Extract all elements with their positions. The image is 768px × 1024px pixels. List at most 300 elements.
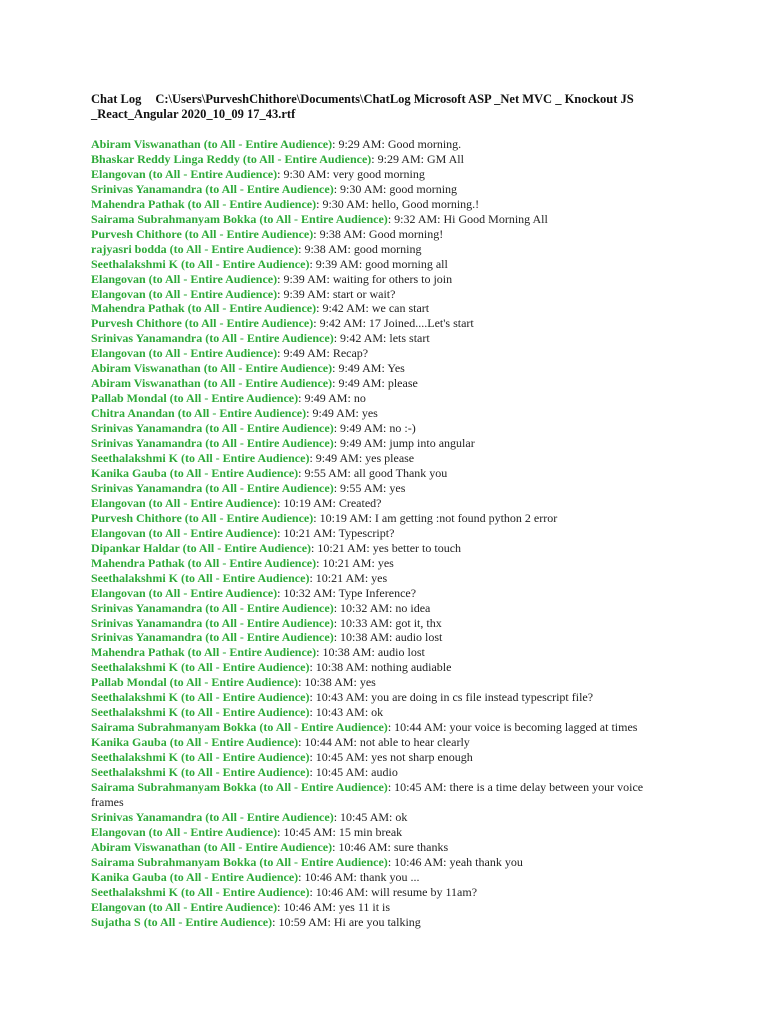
- chat-message: [91, 735, 676, 750]
- sender-separator: :: [306, 406, 313, 421]
- message-time: 9:30 AM: [340, 181, 384, 196]
- sender-separator: :: [309, 690, 316, 705]
- chat-message: [91, 376, 676, 391]
- time-separator: :: [332, 824, 339, 839]
- chat-message: [91, 586, 676, 601]
- sender-separator: :: [316, 196, 323, 211]
- chat-message: [91, 690, 676, 705]
- time-separator: :: [364, 570, 372, 585]
- message-text: will resume by 11am?: [371, 884, 478, 899]
- time-separator: :: [353, 869, 360, 884]
- message-text: hello, Good morning.!: [371, 196, 480, 211]
- time-separator: :: [383, 331, 390, 346]
- time-separator: :: [364, 884, 372, 899]
- message-time: 9:49 AM: [312, 406, 356, 421]
- sender-separator: :: [277, 585, 284, 600]
- message-text: yes: [377, 555, 394, 570]
- time-separator: :: [443, 779, 450, 794]
- message-sender: Sairama Subrahmanyam Bokka (to All - Entire Audience): [91, 211, 388, 226]
- message-time: 10:32 AM: [340, 600, 390, 615]
- message-text: lets start: [389, 331, 430, 346]
- message-sender: Elangovan (to All - Entire Audience): [91, 824, 278, 839]
- time-separator: :: [326, 166, 333, 181]
- message-text: nothing audiable: [371, 660, 452, 675]
- time-separator: :: [437, 211, 444, 226]
- message-sender: Elangovan (to All - Entire Audience): [91, 525, 278, 540]
- message-sender: Bhaskar Reddy Linga Reddy (to All - Entire Audience): [91, 151, 372, 166]
- sender-separator: :: [277, 166, 284, 181]
- sender-separator: :: [316, 301, 323, 316]
- message-time: 10:45 AM: [394, 779, 444, 794]
- message-sender: Abiram Viswanathan (to All - Entire Audience): [91, 376, 333, 391]
- chat-message: [91, 137, 676, 152]
- message-time: 9:29 AM: [338, 137, 382, 151]
- message-time: 10:45 AM: [340, 809, 390, 824]
- message-sender: Seethalakshmi K (to All - Entire Audience): [91, 884, 310, 899]
- chat-message: [91, 496, 676, 511]
- message-time: 9:32 AM: [394, 211, 438, 226]
- message-sender: Pallab Mondal (to All - Entire Audience): [91, 675, 299, 690]
- message-text: audio lost: [377, 645, 425, 660]
- message-time: 10:46 AM: [338, 839, 388, 854]
- message-time: 9:42 AM: [322, 301, 366, 316]
- message-sender: Seethalakshmi K (to All - Entire Audience): [91, 765, 310, 780]
- time-separator: :: [371, 645, 378, 660]
- time-separator: :: [358, 451, 366, 466]
- sender-separator: :: [309, 750, 316, 765]
- message-time: 9:49 AM: [283, 346, 327, 361]
- message-text: Created?: [338, 495, 382, 510]
- message-text: good morning: [353, 241, 422, 256]
- chat-message: [91, 421, 676, 436]
- chat-message: [91, 855, 676, 870]
- chat-message: [91, 287, 676, 302]
- time-separator: :: [347, 391, 354, 406]
- message-sender: Pallab Mondal (to All - Entire Audience): [91, 391, 299, 406]
- message-sender: Elangovan (to All - Entire Audience): [91, 585, 278, 600]
- chat-message: [91, 257, 676, 272]
- chat-message: [91, 451, 676, 466]
- chat-message: [91, 571, 676, 586]
- message-text: we can start: [371, 301, 430, 316]
- message-sender: Elangovan (to All - Entire Audience): [91, 346, 278, 361]
- sender-separator: :: [387, 720, 395, 735]
- time-separator: :: [326, 286, 333, 301]
- sender-separator: :: [333, 600, 341, 615]
- time-separator: :: [332, 899, 339, 914]
- message-text: audio: [371, 765, 398, 780]
- message-text: got it, thx: [395, 615, 442, 630]
- chat-message: [91, 645, 676, 660]
- message-time: 9:42 AM: [319, 316, 363, 331]
- message-time: 10:46 AM: [283, 899, 333, 914]
- message-sender: Elangovan (to All - Entire Audience): [91, 899, 278, 914]
- chat-message: [91, 481, 676, 496]
- message-time: 10:21 AM: [322, 555, 372, 570]
- chat-message: [91, 242, 676, 257]
- message-sender: Kanika Gauba (to All - Entire Audience): [91, 869, 299, 884]
- time-separator: :: [364, 750, 372, 765]
- sender-separator: :: [333, 436, 341, 451]
- message-sender: Srinivas Yanamandra (to All - Entire Audience): [91, 630, 334, 645]
- message-time: 10:59 AM: [278, 914, 328, 929]
- message-text: Hi are you talking: [333, 914, 421, 929]
- message-text: not able to hear clearly: [359, 735, 470, 750]
- sender-separator: :: [387, 779, 395, 794]
- time-separator: :: [381, 376, 388, 391]
- title-path-line2: _React_Angular 2020_10_09 17_43.rtf: [91, 107, 296, 121]
- time-separator: :: [381, 137, 388, 151]
- message-text: yes better to touch: [372, 540, 462, 555]
- message-time: 9:39 AM: [315, 256, 359, 271]
- message-text: Hi Good Morning All: [443, 211, 548, 226]
- message-text: no :-): [389, 421, 416, 436]
- message-sender: Kanika Gauba (to All - Entire Audience): [91, 465, 299, 480]
- message-text: GM All: [426, 151, 464, 166]
- sender-separator: :: [309, 570, 316, 585]
- message-sender: Chitra Anandan (to All - Entire Audience): [91, 406, 307, 421]
- message-time: 10:38 AM: [304, 675, 354, 690]
- sender-separator: :: [277, 271, 284, 286]
- time-separator: :: [358, 256, 366, 271]
- sender-separator: :: [298, 391, 305, 406]
- time-separator: :: [389, 630, 396, 645]
- message-time: 9:49 AM: [340, 421, 384, 436]
- time-separator: :: [362, 226, 369, 241]
- chat-message: [91, 810, 676, 825]
- message-sender: Seethalakshmi K (to All - Entire Audience): [91, 690, 310, 705]
- sender-separator: :: [277, 495, 284, 510]
- time-separator: :: [383, 181, 390, 196]
- message-text: yes: [359, 675, 376, 690]
- chat-message: [91, 915, 676, 930]
- time-separator: :: [371, 555, 378, 570]
- sender-separator: :: [298, 241, 305, 256]
- sender-separator: :: [309, 705, 316, 720]
- message-text: start or wait?: [332, 286, 396, 301]
- chat-log-title: [91, 92, 651, 122]
- sender-separator: :: [316, 555, 323, 570]
- message-text: sure thanks: [393, 839, 449, 854]
- message-sender: rajyasri bodda (to All - Entire Audience): [91, 241, 299, 256]
- time-separator: :: [364, 705, 372, 720]
- chat-message: [91, 301, 676, 316]
- time-separator: :: [420, 151, 427, 166]
- time-separator: :: [383, 436, 390, 451]
- message-text: good morning all: [365, 256, 448, 271]
- message-sender: Elangovan (to All - Entire Audience): [91, 286, 278, 301]
- message-time: 9:49 AM: [315, 451, 359, 466]
- message-time: 9:39 AM: [283, 286, 327, 301]
- message-time: 10:43 AM: [315, 690, 365, 705]
- message-sender: Kanika Gauba (to All - Entire Audience): [91, 735, 299, 750]
- message-text: there is a time delay between your voice frames: [91, 779, 644, 809]
- message-time: 10:45 AM: [315, 765, 365, 780]
- message-sender: Seethalakshmi K (to All - Entire Audience): [91, 451, 310, 466]
- message-text: yes: [361, 406, 378, 421]
- sender-separator: :: [313, 316, 320, 331]
- time-separator: :: [326, 346, 333, 361]
- sender-separator: :: [272, 914, 279, 929]
- message-sender: Srinivas Yanamandra (to All - Entire Audience): [91, 436, 334, 451]
- message-time: 10:19 AM: [319, 510, 369, 525]
- chat-message: [91, 212, 676, 227]
- sender-separator: :: [333, 421, 341, 436]
- message-sender: Srinivas Yanamandra (to All - Entire Audience): [91, 480, 334, 495]
- message-sender: Elangovan (to All - Entire Audience): [91, 495, 278, 510]
- message-time: 9:55 AM: [304, 465, 348, 480]
- sender-separator: :: [311, 540, 318, 555]
- message-time: 9:30 AM: [322, 196, 366, 211]
- chat-message: [91, 167, 676, 182]
- chat-message: [91, 750, 676, 765]
- time-separator: :: [353, 735, 360, 750]
- time-separator: :: [353, 675, 360, 690]
- message-text: no idea: [395, 600, 431, 615]
- sender-separator: :: [277, 525, 284, 540]
- message-sender: Srinivas Yanamandra (to All - Entire Audience): [91, 615, 334, 630]
- sender-separator: :: [298, 869, 305, 884]
- message-text: yes: [371, 570, 388, 585]
- message-sender: Srinivas Yanamandra (to All - Entire Audience): [91, 809, 334, 824]
- sender-separator: :: [333, 615, 341, 630]
- message-time: 9:29 AM: [377, 151, 421, 166]
- time-separator: :: [332, 585, 339, 600]
- message-text: yes not sharp enough: [371, 750, 473, 765]
- message-time: 10:44 AM: [304, 735, 354, 750]
- sender-separator: :: [332, 137, 339, 151]
- message-time: 10:21 AM: [315, 570, 365, 585]
- message-time: 10:19 AM: [283, 495, 333, 510]
- sender-separator: :: [298, 675, 305, 690]
- sender-separator: :: [333, 181, 341, 196]
- message-sender: Seethalakshmi K (to All - Entire Audience): [91, 256, 310, 271]
- message-sender: Mahendra Pathak (to All - Entire Audience): [91, 645, 317, 660]
- message-sender: Srinivas Yanamandra (to All - Entire Audience): [91, 600, 334, 615]
- message-time: 9:42 AM: [340, 331, 384, 346]
- time-separator: :: [347, 465, 354, 480]
- message-time: 10:43 AM: [315, 705, 365, 720]
- sender-separator: :: [333, 480, 341, 495]
- message-text: good morning: [389, 181, 458, 196]
- message-sender: Seethalakshmi K (to All - Entire Audience): [91, 660, 310, 675]
- time-separator: :: [332, 495, 339, 510]
- time-separator: :: [443, 854, 450, 869]
- time-separator: :: [364, 660, 372, 675]
- sender-separator: :: [333, 331, 341, 346]
- chat-message: [91, 900, 676, 915]
- chat-message: [91, 361, 676, 376]
- chat-message: [91, 346, 676, 361]
- message-time: 9:49 AM: [304, 391, 348, 406]
- message-sender: Dipankar Haldar (to All - Entire Audience): [91, 540, 312, 555]
- message-text: 15 min break: [338, 824, 403, 839]
- message-sender: Purvesh Chithore (to All - Entire Audience): [91, 226, 314, 241]
- chat-message: [91, 885, 676, 900]
- time-separator: :: [368, 510, 375, 525]
- chat-message: [91, 391, 676, 406]
- chat-message: [91, 780, 676, 810]
- message-text: ok: [371, 705, 384, 720]
- message-time: 10:46 AM: [315, 884, 365, 899]
- chat-message: [91, 705, 676, 720]
- message-text: I am getting :not found python 2 error: [374, 510, 558, 525]
- time-separator: :: [389, 600, 396, 615]
- chat-message: [91, 616, 676, 631]
- message-time: 10:46 AM: [304, 869, 354, 884]
- time-separator: :: [355, 406, 362, 421]
- sender-separator: :: [298, 735, 305, 750]
- time-separator: :: [443, 720, 450, 735]
- title-label: Chat Log: [91, 92, 142, 106]
- chat-message: [91, 436, 676, 451]
- message-text: ok: [395, 809, 408, 824]
- chat-message: [91, 601, 676, 616]
- message-sender: Sairama Subrahmanyam Bokka (to All - Entire Audience): [91, 854, 388, 869]
- message-text: Yes: [387, 361, 405, 376]
- sender-separator: :: [371, 151, 378, 166]
- message-sender: Srinivas Yanamandra (to All - Entire Audience): [91, 331, 334, 346]
- message-text: yeah thank you: [449, 854, 523, 869]
- chat-message: [91, 630, 676, 645]
- message-time: 10:21 AM: [283, 525, 333, 540]
- sender-separator: :: [298, 465, 305, 480]
- message-sender: Elangovan (to All - Entire Audience): [91, 166, 278, 181]
- message-time: 10:45 AM: [283, 824, 333, 839]
- chat-message: [91, 556, 676, 571]
- sender-separator: :: [309, 765, 316, 780]
- message-time: 10:38 AM: [340, 630, 390, 645]
- chat-message: [91, 765, 676, 780]
- time-separator: :: [327, 914, 334, 929]
- message-sender: Purvesh Chithore (to All - Entire Audience): [91, 510, 314, 525]
- message-sender: Abiram Viswanathan (to All - Entire Audience): [91, 137, 333, 151]
- time-separator: :: [347, 241, 354, 256]
- time-separator: :: [387, 839, 394, 854]
- message-text: Good morning.: [387, 137, 462, 151]
- time-separator: :: [383, 480, 390, 495]
- message-text: Type Inference?: [338, 585, 417, 600]
- message-text: all good Thank you: [353, 465, 448, 480]
- message-sender: Mahendra Pathak (to All - Entire Audience): [91, 555, 317, 570]
- message-text: yes 11 it is: [338, 899, 391, 914]
- message-time: 10:38 AM: [315, 660, 365, 675]
- chat-message: [91, 316, 676, 331]
- time-separator: :: [383, 421, 390, 436]
- chat-message: [91, 675, 676, 690]
- chat-message: [91, 526, 676, 541]
- time-separator: :: [365, 196, 372, 211]
- message-time: 9:38 AM: [319, 226, 363, 241]
- time-separator: :: [326, 271, 333, 286]
- message-text: audio lost: [395, 630, 443, 645]
- message-text: waiting for others to join: [332, 271, 453, 286]
- message-time: 9:55 AM: [340, 480, 384, 495]
- message-text: Recap?: [332, 346, 369, 361]
- chat-message: [91, 272, 676, 287]
- message-time: 10:45 AM: [315, 750, 365, 765]
- message-time: 9:38 AM: [304, 241, 348, 256]
- chat-message: [91, 720, 676, 735]
- message-time: 10:32 AM: [283, 585, 333, 600]
- sender-separator: :: [309, 256, 316, 271]
- message-sender: Mahendra Pathak (to All - Entire Audience): [91, 196, 317, 211]
- chat-message: [91, 406, 676, 421]
- chat-message: [91, 660, 676, 675]
- message-sender: Abiram Viswanathan (to All - Entire Audience): [91, 839, 333, 854]
- sender-separator: :: [313, 510, 320, 525]
- time-separator: :: [381, 361, 388, 376]
- time-separator: :: [365, 301, 372, 316]
- time-separator: :: [364, 765, 372, 780]
- chat-message: [91, 511, 676, 526]
- message-text: no: [353, 391, 366, 406]
- message-sender: Srinivas Yanamandra (to All - Entire Audience): [91, 181, 334, 196]
- message-text: 17 Joined....Let's start: [368, 316, 474, 331]
- chat-log: [91, 137, 708, 930]
- chat-message: [91, 182, 676, 197]
- message-text: Good morning!: [368, 226, 444, 241]
- sender-separator: :: [309, 884, 316, 899]
- message-sender: Seethalakshmi K (to All - Entire Audience): [91, 570, 310, 585]
- message-sender: Seethalakshmi K (to All - Entire Audience): [91, 705, 310, 720]
- message-time: 9:49 AM: [340, 436, 384, 451]
- message-time: 10:38 AM: [322, 645, 372, 660]
- sender-separator: :: [332, 361, 339, 376]
- time-separator: :: [389, 809, 396, 824]
- chat-message: [91, 227, 676, 242]
- message-time: 9:30 AM: [283, 166, 327, 181]
- sender-separator: :: [277, 286, 284, 301]
- time-separator: :: [389, 615, 396, 630]
- message-sender: Elangovan (to All - Entire Audience): [91, 271, 278, 286]
- time-separator: :: [362, 316, 369, 331]
- message-text: Typescript?: [338, 525, 395, 540]
- message-time: 9:49 AM: [338, 376, 382, 391]
- time-separator: :: [364, 690, 372, 705]
- time-separator: :: [366, 540, 373, 555]
- message-text: jump into angular: [389, 436, 475, 451]
- sender-separator: :: [387, 211, 395, 226]
- message-sender: Seethalakshmi K (to All - Entire Audience): [91, 750, 310, 765]
- chat-message: [91, 840, 676, 855]
- sender-separator: :: [333, 630, 341, 645]
- message-time: 10:21 AM: [317, 540, 367, 555]
- sender-separator: :: [387, 854, 395, 869]
- sender-separator: :: [333, 809, 341, 824]
- message-time: 10:46 AM: [394, 854, 444, 869]
- message-text: very good morning: [332, 166, 425, 181]
- message-sender: Abiram Viswanathan (to All - Entire Audience): [91, 361, 333, 376]
- message-text: please: [387, 376, 418, 391]
- chat-message: [91, 152, 676, 167]
- message-text: yes: [389, 480, 406, 495]
- message-text: your voice is becoming lagged at times: [449, 720, 638, 735]
- title-path-line1: C:\Users\PurveshChithore\Documents\ChatLog Microsoft ASP _Net MVC _ Knockout JS: [155, 92, 634, 106]
- message-sender: Mahendra Pathak (to All - Entire Audience): [91, 301, 317, 316]
- message-text: you are doing in cs file instead typescript file?: [371, 690, 594, 705]
- message-time: 10:33 AM: [340, 615, 390, 630]
- sender-separator: :: [309, 451, 316, 466]
- message-sender: Purvesh Chithore (to All - Entire Audience): [91, 316, 314, 331]
- time-separator: :: [332, 525, 339, 540]
- sender-separator: :: [309, 660, 316, 675]
- chat-message: [91, 541, 676, 556]
- chat-message: [91, 197, 676, 212]
- message-sender: Sairama Subrahmanyam Bokka (to All - Entire Audience): [91, 720, 388, 735]
- sender-separator: :: [332, 376, 339, 391]
- chat-message: [91, 331, 676, 346]
